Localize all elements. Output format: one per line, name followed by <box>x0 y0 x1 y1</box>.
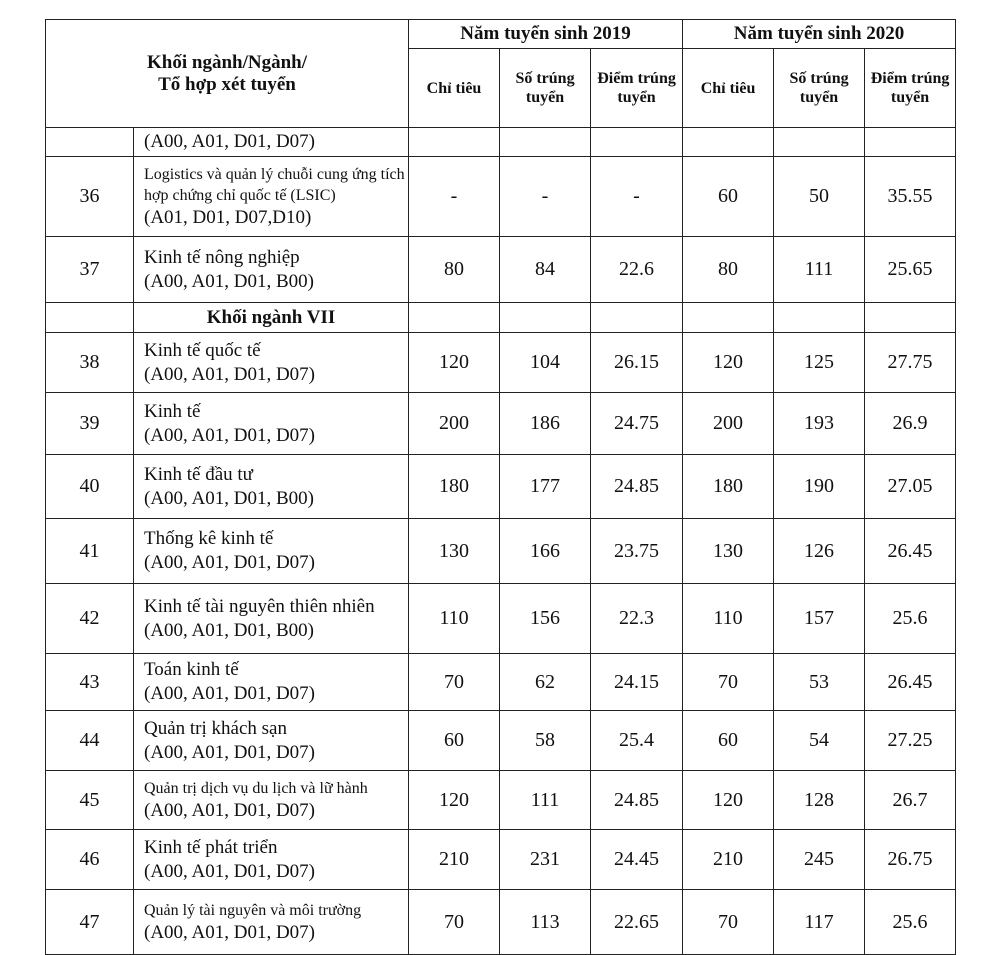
group-label: Khối ngành VII <box>134 303 409 333</box>
diem-2019: - <box>591 157 683 237</box>
header-so-trung-tuyen-2019: Số trúng tuyển <box>500 49 591 128</box>
so-trung-tuyen-2019: 186 <box>500 393 591 455</box>
subject-combination: (A01, D01, D07,D10) <box>144 206 312 228</box>
chi-tieu-2020: 120 <box>683 771 774 830</box>
subject-combination: (A00, A01, D01, D07) <box>144 363 315 385</box>
chi-tieu-2020: 130 <box>683 519 774 584</box>
row-number: 43 <box>46 654 134 711</box>
chi-tieu-2019: 200 <box>409 393 500 455</box>
chi-tieu-2020: 120 <box>683 333 774 393</box>
major-cell <box>134 711 409 771</box>
major-name: Kinh tế nông nghiệp <box>144 246 300 268</box>
chi-tieu-2019: 210 <box>409 830 500 890</box>
major-cell <box>134 237 409 303</box>
chi-tieu-2019: 130 <box>409 519 500 584</box>
table-row <box>46 830 956 890</box>
header-diem-2019: Điểm trúng tuyển <box>591 49 683 128</box>
row-number: 37 <box>46 237 134 303</box>
major-name: Logistics và quản lý chuỗi cung ứng tích hợp chứng chỉ quốc tế (LSIC) <box>144 165 405 204</box>
chi-tieu-2019: 120 <box>409 333 500 393</box>
table-row <box>46 890 956 955</box>
subject-combination: (A00, A01, D01, D07) <box>144 860 315 882</box>
major-cell <box>134 157 409 237</box>
row-number: 45 <box>46 771 134 830</box>
header-chi-tieu-2020: Chỉ tiêu <box>683 49 774 128</box>
subject-combination: (A00, A01, D01, B00) <box>144 619 314 641</box>
chi-tieu-2019: 80 <box>409 237 500 303</box>
chi-tieu-2019: 60 <box>409 711 500 771</box>
major-name: Kinh tế đầu tư <box>144 463 253 485</box>
so-trung-tuyen-2019: 84 <box>500 237 591 303</box>
row-number: 42 <box>46 584 134 654</box>
diem-2019: 24.85 <box>591 771 683 830</box>
table-row <box>46 711 956 771</box>
major-name: Toán kinh tế <box>144 659 239 680</box>
row-number: 38 <box>46 333 134 393</box>
subject-combination: (A00, A01, D01, D07) <box>144 424 315 446</box>
diem-2020: 26.45 <box>865 519 956 584</box>
so-trung-tuyen-2020: 157 <box>774 584 865 654</box>
header-year-2020: Năm tuyển sinh 2020 <box>683 20 956 49</box>
major-name: Thống kê kinh tế <box>144 528 274 549</box>
so-trung-tuyen-2019: 58 <box>500 711 591 771</box>
chi-tieu-2019: 120 <box>409 771 500 830</box>
so-trung-tuyen-2020: 117 <box>774 890 865 955</box>
major-cell <box>134 455 409 519</box>
major-name: Kinh tế phát triển <box>144 836 278 858</box>
chi-tieu-2020: 210 <box>683 830 774 890</box>
row-number: 36 <box>46 157 134 237</box>
diem-2020: 27.05 <box>865 455 956 519</box>
chi-tieu-2020: 110 <box>683 584 774 654</box>
row-number: 47 <box>46 890 134 955</box>
carryover-combo: (A00, A01, D01, D07) <box>134 128 409 157</box>
major-name: Kinh tế tài nguyên thiên nhiên <box>144 595 375 617</box>
admission-table <box>45 19 956 955</box>
table-row <box>46 157 956 237</box>
carryover-no <box>46 128 134 157</box>
table-row <box>46 771 956 830</box>
diem-2019: 24.75 <box>591 393 683 455</box>
diem-2019: 25.4 <box>591 711 683 771</box>
so-trung-tuyen-2020: 126 <box>774 519 865 584</box>
chi-tieu-2019: - <box>409 157 500 237</box>
table-row <box>46 393 956 455</box>
so-trung-tuyen-2019: - <box>500 157 591 237</box>
header-major-group: Khối ngành/Ngành/ Tổ hợp xét tuyển <box>46 20 409 128</box>
header-year-2019: Năm tuyển sinh 2019 <box>409 20 683 49</box>
major-cell <box>134 890 409 955</box>
chi-tieu-2020: 180 <box>683 455 774 519</box>
chi-tieu-2020: 80 <box>683 237 774 303</box>
table-row <box>46 333 956 393</box>
major-cell <box>134 584 409 654</box>
diem-2019: 24.15 <box>591 654 683 711</box>
so-trung-tuyen-2019: 111 <box>500 771 591 830</box>
so-trung-tuyen-2020: 53 <box>774 654 865 711</box>
major-name: Quản trị khách sạn <box>144 717 287 739</box>
chi-tieu-2020: 200 <box>683 393 774 455</box>
subject-combination: (A00, A01, D01, D07) <box>144 683 315 704</box>
table-row <box>46 584 956 654</box>
major-name: Quản trị dịch vụ du lịch và lữ hành <box>144 779 368 797</box>
major-cell <box>134 654 409 711</box>
major-cell <box>134 771 409 830</box>
so-trung-tuyen-2020: 50 <box>774 157 865 237</box>
diem-2020: 27.75 <box>865 333 956 393</box>
diem-2019: 26.15 <box>591 333 683 393</box>
major-cell <box>134 333 409 393</box>
so-trung-tuyen-2019: 62 <box>500 654 591 711</box>
diem-2020: 26.9 <box>865 393 956 455</box>
chi-tieu-2020: 70 <box>683 890 774 955</box>
row-number: 44 <box>46 711 134 771</box>
major-cell <box>134 519 409 584</box>
chi-tieu-2019: 70 <box>409 654 500 711</box>
header-diem-2020: Điểm trúng tuyển <box>865 49 956 128</box>
so-trung-tuyen-2020: 125 <box>774 333 865 393</box>
table-row <box>46 519 956 584</box>
so-trung-tuyen-2020: 193 <box>774 393 865 455</box>
diem-2019: 22.6 <box>591 237 683 303</box>
row-number: 41 <box>46 519 134 584</box>
table-row <box>46 455 956 519</box>
chi-tieu-2020: 60 <box>683 711 774 771</box>
row-number: 46 <box>46 830 134 890</box>
diem-2020: 26.45 <box>865 654 956 711</box>
diem-2019: 24.45 <box>591 830 683 890</box>
carryover-row <box>46 128 956 157</box>
chi-tieu-2019: 180 <box>409 455 500 519</box>
row-number: 39 <box>46 393 134 455</box>
so-trung-tuyen-2019: 231 <box>500 830 591 890</box>
major-name: Kinh tế <box>144 400 201 422</box>
diem-2019: 23.75 <box>591 519 683 584</box>
chi-tieu-2020: 70 <box>683 654 774 711</box>
group-row <box>46 303 956 333</box>
diem-2020: 35.55 <box>865 157 956 237</box>
diem-2020: 25.6 <box>865 890 956 955</box>
chi-tieu-2019: 110 <box>409 584 500 654</box>
so-trung-tuyen-2019: 156 <box>500 584 591 654</box>
diem-2019: 22.3 <box>591 584 683 654</box>
subject-combination: (A00, A01, D01, B00) <box>144 270 314 292</box>
major-name: Kinh tế quốc tế <box>144 339 261 361</box>
chi-tieu-2020: 60 <box>683 157 774 237</box>
major-name: Quản lý tài nguyên và môi trường <box>144 901 362 919</box>
header-chi-tieu-2019: Chỉ tiêu <box>409 49 500 128</box>
subject-combination: (A00, A01, D01, D07) <box>144 799 315 821</box>
so-trung-tuyen-2020: 245 <box>774 830 865 890</box>
so-trung-tuyen-2019: 166 <box>500 519 591 584</box>
so-trung-tuyen-2019: 113 <box>500 890 591 955</box>
table-row <box>46 237 956 303</box>
subject-combination: (A00, A01, D01, B00) <box>144 487 314 509</box>
row-number: 40 <box>46 455 134 519</box>
table-row <box>46 654 956 711</box>
chi-tieu-2019: 70 <box>409 890 500 955</box>
so-trung-tuyen-2020: 190 <box>774 455 865 519</box>
diem-2020: 25.65 <box>865 237 956 303</box>
major-cell <box>134 830 409 890</box>
major-cell <box>134 393 409 455</box>
diem-2019: 24.85 <box>591 455 683 519</box>
diem-2019: 22.65 <box>591 890 683 955</box>
subject-combination: (A00, A01, D01, D07) <box>144 921 315 943</box>
so-trung-tuyen-2020: 111 <box>774 237 865 303</box>
subject-combination: (A00, A01, D01, D07) <box>144 741 315 763</box>
diem-2020: 27.25 <box>865 711 956 771</box>
diem-2020: 26.7 <box>865 771 956 830</box>
so-trung-tuyen-2019: 177 <box>500 455 591 519</box>
header-so-trung-tuyen-2020: Số trúng tuyển <box>774 49 865 128</box>
diem-2020: 25.6 <box>865 584 956 654</box>
so-trung-tuyen-2020: 54 <box>774 711 865 771</box>
so-trung-tuyen-2020: 128 <box>774 771 865 830</box>
so-trung-tuyen-2019: 104 <box>500 333 591 393</box>
subject-combination: (A00, A01, D01, D07) <box>144 552 315 573</box>
diem-2020: 26.75 <box>865 830 956 890</box>
